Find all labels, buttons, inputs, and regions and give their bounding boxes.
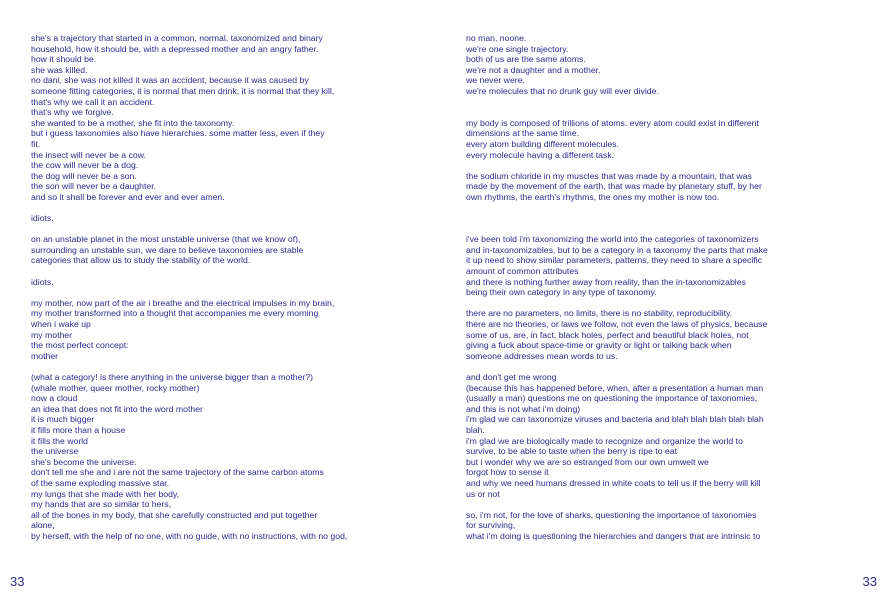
text-line: we never were. bbox=[466, 75, 525, 86]
text-line: the son will never be a daughter. bbox=[31, 181, 157, 192]
text-line: the universe bbox=[31, 446, 79, 457]
text-line bbox=[466, 224, 804, 235]
text-line: for surviving, bbox=[466, 520, 516, 531]
text-line: alone, bbox=[31, 520, 55, 531]
text-line: and there is nothing further away from reality, than the in-taxonomizables bbox=[466, 276, 746, 287]
text-line: what i'm doing is questioning the hierarchies and dangers that are intrinsic to bbox=[466, 530, 761, 541]
right-page-number: 33 bbox=[862, 574, 877, 589]
text-line: it fills more than a house bbox=[31, 424, 126, 435]
text-line: my mother transformed into a thought that accompanies me every morning bbox=[31, 308, 319, 319]
text-line bbox=[466, 160, 804, 171]
text-line: don't tell me she and i are not the same trajectory of the same carbon atoms bbox=[31, 467, 324, 478]
text-line: (because this has happened before, when, after a presentation a human man bbox=[466, 382, 764, 393]
text-line: there are no parameters, no limits, there is no stability, reproducibility. bbox=[466, 308, 733, 319]
text-line: some of us, are, in fact, black holes, perfect and beautiful black holes, not bbox=[466, 329, 749, 340]
text-line: (what a category! is there anything in the universe bigger than a mother?) bbox=[31, 372, 314, 382]
text-line: the most perfect concept: bbox=[31, 340, 129, 351]
text-line: we're not a daughter and a mother. bbox=[466, 64, 601, 75]
text-line: blah. bbox=[466, 424, 485, 435]
text-line: i'm glad we are biologically made to recognize and organize the world to bbox=[466, 435, 743, 446]
text-line: my mother, now part of the air i breathe and the electrical impulses in my brain, bbox=[31, 297, 335, 308]
text-line: but i guess taxonomies also have hierarchies. some matter less, even if they bbox=[31, 128, 325, 139]
text-line: on an unstable planet in the most unstable universe (that we know of), bbox=[31, 234, 301, 245]
text-line bbox=[31, 361, 363, 372]
text-line: and don't get me wrong bbox=[466, 372, 557, 382]
text-line: i'm glad we can taxonomize viruses and bacteria and blah blah blah blah blah bbox=[466, 414, 764, 425]
text-line: and so it shall be forever and ever and ever amen. bbox=[31, 191, 225, 202]
text-line: and this is not what i'm doing) bbox=[466, 403, 581, 414]
text-line: own rhythms, the earth's rhythms, the ones my mother is now too. bbox=[466, 191, 720, 202]
text-line: my lungs that she made with her body, bbox=[31, 488, 180, 499]
text-line bbox=[466, 97, 804, 108]
text-line: the insect will never be a cow. bbox=[31, 149, 146, 160]
text-line: that's why we call it an accident. bbox=[31, 96, 155, 107]
text-line bbox=[466, 298, 804, 309]
text-line: idiots. bbox=[31, 276, 54, 287]
text-line: she's become the universe. bbox=[31, 456, 137, 467]
text-line bbox=[31, 287, 363, 298]
text-line: when i wake up bbox=[31, 319, 91, 330]
text-line: made by the movement of the earth, that was made by planetary stuff, by her bbox=[466, 181, 762, 192]
text-line: forgot how to sense it bbox=[466, 467, 549, 478]
text-line: dimensions at the same time. bbox=[466, 128, 579, 139]
text-line: that's why we forgive. bbox=[31, 107, 114, 118]
text-line bbox=[31, 266, 363, 277]
text-line: both of us are the same atoms. bbox=[466, 54, 586, 65]
text-line: the dog will never be a son. bbox=[31, 170, 137, 181]
text-line: idiots. bbox=[31, 213, 54, 224]
text-line: she was killed. bbox=[31, 64, 88, 75]
text-line: an idea that does not fit into the word mother bbox=[31, 403, 203, 414]
text-line: no man, noone. bbox=[466, 33, 527, 43]
text-line: surrounding an unstable sun, we dare to believe taxonomies are stable bbox=[31, 244, 304, 255]
text-line: every atom building different molecules. bbox=[466, 138, 619, 149]
text-line: giving a fuck about space-time or gravity or light or talking back when bbox=[466, 340, 732, 351]
text-line: the cow will never be a dog. bbox=[31, 160, 139, 171]
text-line: it up need to show similar parameters, patterns, they need to share a specific bbox=[466, 255, 763, 266]
text-line bbox=[466, 107, 804, 118]
text-line: by herself, with the help of no one, with no guide, with no instructions, with no god, bbox=[31, 530, 348, 541]
text-line: and in-taxonomizables, but to be a category in a taxonomy the parts that make bbox=[466, 244, 768, 255]
text-line: every molecule having a different task. bbox=[466, 149, 615, 160]
text-line: us or not bbox=[466, 488, 500, 499]
left-page-text bbox=[31, 33, 363, 542]
text-line: and why we need humans dressed in white coats to tell us if the berry will kill bbox=[466, 477, 761, 488]
text-line: of the same exploding massive star. bbox=[31, 477, 170, 488]
text-line: the sodium chloride in my muscles that was made by a mountain, that was bbox=[466, 170, 752, 181]
text-line: but i wonder why we are so estranged from our own umwelt we bbox=[466, 456, 709, 467]
text-line: fit. bbox=[31, 138, 41, 149]
text-line: categories that allow us to study the stability of the world. bbox=[31, 255, 251, 266]
text-line bbox=[466, 499, 804, 510]
text-line: (usually a man) questions me on questioning the importance of taxonomies, bbox=[466, 393, 758, 404]
text-line: being their own category in any type of taxonomy. bbox=[466, 287, 657, 298]
text-line: we're one single trajectory. bbox=[466, 43, 569, 54]
text-line: so, i'm not, for the love of sharks, questioning the importance of taxonomies bbox=[466, 509, 757, 520]
text-line: someone fitting categories, it is normal that men drink, it is normal that they kill, bbox=[31, 85, 335, 96]
text-line bbox=[466, 361, 804, 372]
text-line: someone addresses mean words to us. bbox=[466, 350, 618, 361]
text-line: my mother bbox=[31, 329, 73, 340]
left-page bbox=[0, 0, 443, 598]
text-line: there are no theories, or laws we follow, not even the laws of physics, because bbox=[466, 319, 768, 330]
text-line: my body is composed of trillions of atoms. every atom could exist in different bbox=[466, 117, 759, 128]
text-line: i've been told i'm taxonomizing the world into the categories of taxonomizers bbox=[466, 234, 759, 245]
text-line: now a cloud bbox=[31, 393, 78, 404]
text-line: household, how it should be, with a depressed mother and an angry father. bbox=[31, 43, 319, 54]
text-line: she's a trajectory that started in a common, normal, taxonomized and binary bbox=[31, 33, 323, 43]
text-line: no dani, she was not killed it was an accident, because it was caused by bbox=[31, 75, 309, 86]
text-line: my hands that are so similar to hers, bbox=[31, 499, 172, 510]
text-line: all of the bones in my body, that she carefully constructed and put together bbox=[31, 509, 318, 520]
text-line: survive, to be able to taste when the berry is ripe to eat bbox=[466, 446, 678, 457]
text-line: she wanted to be a mother, she fit into the taxonomy. bbox=[31, 117, 235, 128]
text-line: we're molecules that no drunk guy will ever divide. bbox=[466, 85, 659, 96]
text-line: it fills the world bbox=[31, 435, 88, 446]
right-page bbox=[443, 0, 887, 598]
text-line: amount of common attributes bbox=[466, 266, 579, 277]
text-line bbox=[466, 213, 804, 224]
text-line bbox=[31, 224, 363, 235]
text-line bbox=[466, 203, 804, 214]
text-line: it is much bigger bbox=[31, 414, 95, 425]
text-line: mother bbox=[31, 350, 59, 361]
text-line: (whale mother, queer mother, rocky mother) bbox=[31, 382, 200, 393]
text-line bbox=[31, 203, 363, 214]
text-line: how it should be. bbox=[31, 54, 97, 65]
left-page-number: 33 bbox=[10, 574, 25, 589]
right-page-text bbox=[466, 33, 804, 542]
